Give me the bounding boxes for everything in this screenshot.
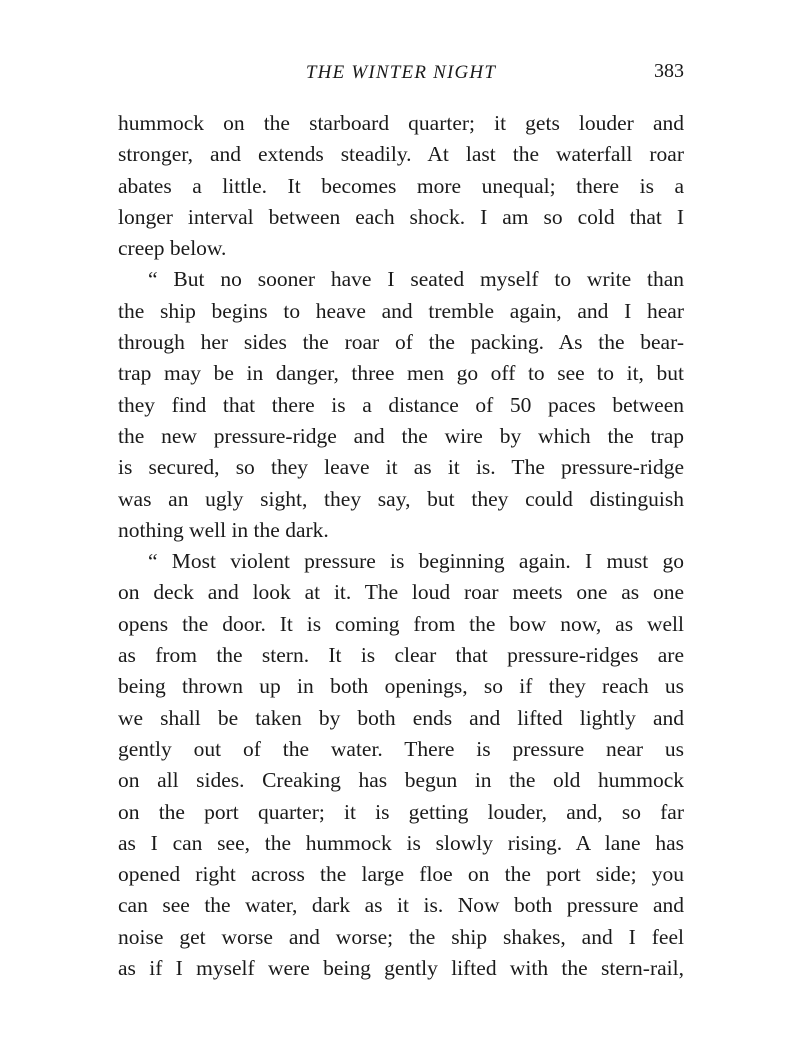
text-line: through her sides the roar of the packing. As the bear- <box>118 330 684 355</box>
text-line: opened right across the large floe on the port side; you <box>118 862 684 887</box>
text-line: abates a little. It becomes more unequal; there is a <box>118 173 684 198</box>
text-line: they find that there is a distance of 50 paces between <box>118 392 684 417</box>
text-line: stronger, and extends steadily. At last the waterfall roar <box>118 142 684 167</box>
text-line: the ship begins to heave and tremble again, and I hear <box>118 298 684 323</box>
body-text <box>118 108 684 984</box>
text-line: is secured, so they leave it as it is. The pressure-ridge <box>118 455 684 480</box>
text-line: as from the stern. It is clear that pressure-ridges are <box>118 643 684 668</box>
text-line: gently out of the water. There is pressure near us <box>118 736 684 761</box>
page-number: 383 <box>654 60 684 82</box>
text-line: on deck and look at it. The loud roar meets one as one <box>118 580 684 605</box>
text-line: noise get worse and worse; the ship shakes, and I feel <box>118 924 684 949</box>
text-line: on the port quarter; it is getting louder, and, so far <box>118 799 684 824</box>
text-line: being thrown up in both openings, so if they reach us <box>118 674 684 699</box>
text-line: on all sides. Creaking has begun in the old hummock <box>118 768 684 793</box>
text-line: “ But no sooner have I seated myself to write than <box>148 267 684 292</box>
text-line: nothing well in the dark. <box>118 517 329 542</box>
text-line: as if I myself were being gently lifted with the stern-rail, <box>118 956 684 981</box>
text-line: longer interval between each shock. I am so cold that I <box>118 204 684 229</box>
text-line: creep below. <box>118 236 227 261</box>
text-line: we shall be taken by both ends and lifted lightly and <box>118 705 684 730</box>
running-head <box>118 60 684 88</box>
text-line: can see the water, dark as it is. Now both pressure and <box>118 893 684 918</box>
text-line: was an ugly sight, they say, but they could distinguish <box>118 486 684 511</box>
text-line: trap may be in danger, three men go off to see to it, but <box>118 361 684 386</box>
text-line: hummock on the starboard quarter; it gets louder and <box>118 111 684 135</box>
running-title: THE WINTER NIGHT <box>305 62 497 83</box>
text-line: opens the door. It is coming from the bow now, as well <box>118 611 684 636</box>
text-line: as I can see, the hummock is slowly rising. A lane has <box>118 830 684 855</box>
text-line: the new pressure-ridge and the wire by which the trap <box>118 423 684 448</box>
text-line: “ Most violent pressure is beginning again. I must go <box>148 549 684 574</box>
